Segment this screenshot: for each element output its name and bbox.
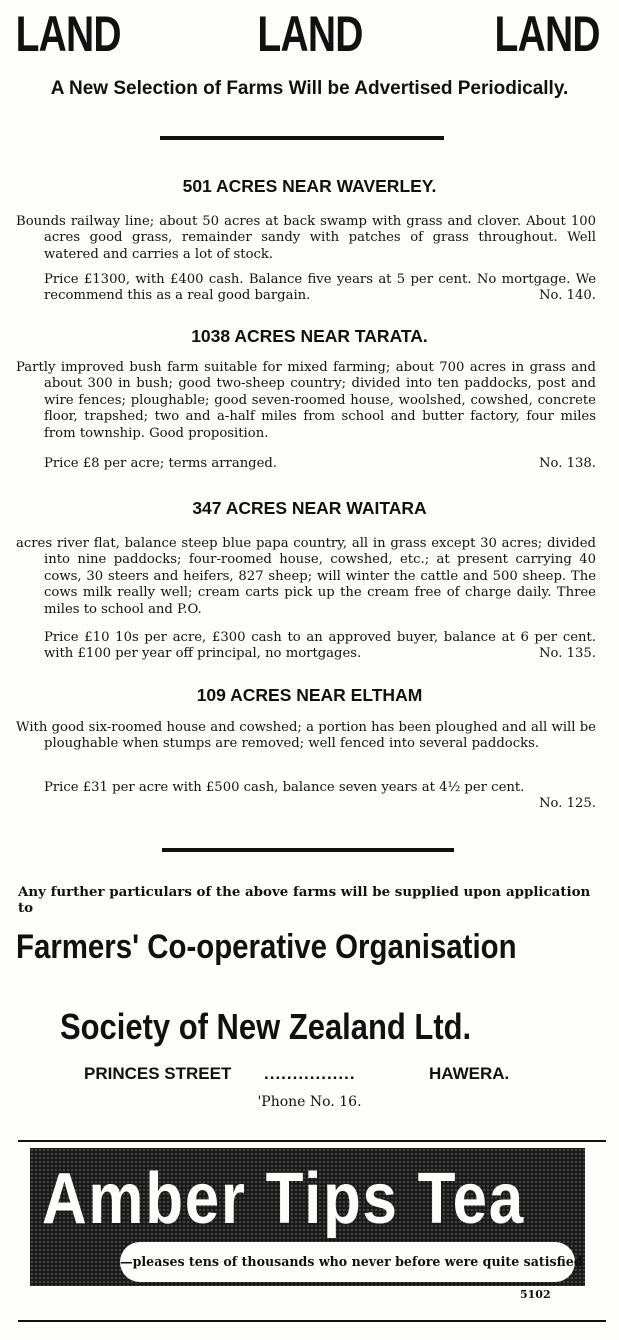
bottom-rule: [18, 1320, 606, 1322]
headline-word-2: LAND: [257, 6, 363, 62]
listing-number: No. 135.: [539, 646, 596, 662]
listing-price: Price £1300, with £400 cash. Balance five years at 5 per cent. No mortgage. We recommend this as a real good bargain.: [44, 272, 596, 304]
listing-price: Price £31 per acre with £500 cash, balance seven years at 4½ per cent.: [44, 780, 525, 795]
listing-price: Price £8 per acre; terms arranged.: [44, 456, 278, 471]
listing-price-block: [44, 272, 596, 305]
listing-price-block: [44, 780, 596, 813]
listing-title: 1038 ACRES NEAR TARATA.: [191, 326, 428, 346]
organisation-name-line-2: Society of New Zealand Ltd.: [60, 1006, 472, 1047]
divider-bottom: [162, 848, 454, 852]
address-leader: ................: [264, 1064, 356, 1083]
listing-title: 347 ACRES NEAR WAITARA: [192, 498, 427, 518]
headline-word-3: LAND: [494, 6, 600, 62]
tea-advert-title: Amber Tips Tea: [42, 1159, 525, 1239]
listing-title: 109 ACRES NEAR ELTHAM: [196, 685, 423, 705]
tea-advert-tagline: —pleases tens of thousands who never before were quite satisfied: [120, 1242, 575, 1282]
advert-divider: [18, 1140, 606, 1142]
divider-top: [160, 136, 444, 140]
listing-description: Partly improved bush farm suitable for mixed farming; about 700 acres in grass and about 300 in bush; good two-sheep country; divided into ten paddocks, post and wire fences; ploughable; good seven-roomed house, woolshed, cowshed, concrete floor, trapshed; two and a-half miles from school and butter factory, four miles from township. Good proposition.: [16, 360, 596, 441]
headline-word-1: LAND: [15, 6, 121, 62]
organisation-name: Farmers' Co-operative Organisation: [16, 928, 517, 966]
street: PRINCES STREET: [84, 1064, 232, 1083]
listing-description: With good six-roomed house and cowshed; a portion has been ploughed and all will be ploughable when stumps are removed; well fenced into several paddocks.: [16, 720, 596, 752]
subtitle: A New Selection of Farms Will be Advertised Periodically.: [50, 78, 569, 99]
listing-description: Bounds railway line; about 50 acres at back swamp with grass and clover. About 100 acres good grass, remainder sandy with patches of grass throughout. Well watered and carries a lot of stock.: [16, 214, 596, 262]
listing-price: Price £10 10s per acre, £300 cash to an approved buyer, balance at 6 per cent. with £100 per year off principal, no mortgages.: [44, 630, 596, 662]
further-particulars: Any further particulars of the above farms will be supplied upon application to: [18, 884, 591, 916]
listing-number: No. 138.: [539, 456, 596, 471]
listing-price-block: [44, 630, 596, 663]
town: HAWERA.: [429, 1064, 510, 1083]
listing-description: acres river flat, balance steep blue papa country, all in grass except 30 acres; divided into nine paddocks; four-roomed house, cowshed, etc.; at present carrying 40 cows, 30 steers and heifers, 827 sheep; will winter the cattle and 500 sheep. The cows milk really well; cream carts pick up the cream free of charge daily. Three miles to school and P.O.: [16, 536, 596, 617]
listing-title: 501 ACRES NEAR WAVERLEY.: [182, 176, 437, 196]
tea-advert-code: 5102: [520, 1288, 551, 1301]
listing-price-block: [44, 456, 596, 472]
listing-number: No. 125.: [539, 796, 596, 812]
phone-number: 'Phone No. 16.: [257, 1094, 362, 1110]
listing-number: No. 140.: [539, 288, 596, 304]
headline: [0, 4, 600, 64]
